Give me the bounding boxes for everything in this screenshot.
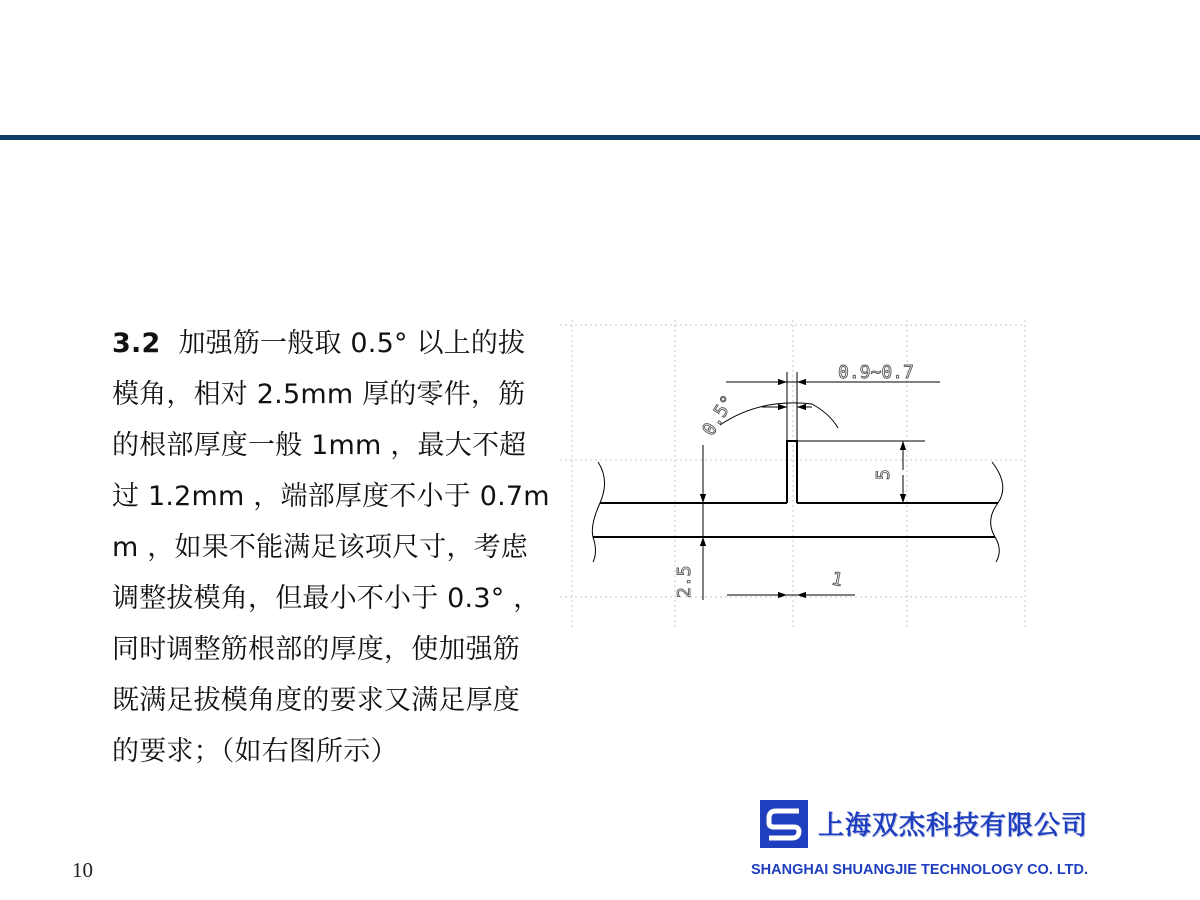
rib-width-label: 0.9~0.7 <box>838 362 914 383</box>
root-width-label: 1 <box>829 568 845 592</box>
rib-height-label: 5 <box>873 469 894 480</box>
body-line: 调整拔模角，但最小不小于 0.3° ， <box>112 583 541 614</box>
body-line: 的根部厚度一般 1mm ，最大不超 <box>112 430 527 461</box>
body-line: 的要求；（如右图所示） <box>112 736 398 767</box>
body-line: 既满足拔模角度的要求又满足厚度 <box>112 685 520 716</box>
body-line: 模角，相对 2.5mm 厚的零件，筋 <box>112 379 526 410</box>
dimension-lines <box>703 372 940 600</box>
body-line: 过 1.2mm ，端部厚度不小于 0.7m <box>112 481 550 512</box>
body-text <box>112 318 564 777</box>
draft-angle-label: 0.5° <box>698 391 740 440</box>
company-name-cn: 上海双杰科技有限公司 <box>818 810 1089 840</box>
rib-dimension-diagram <box>560 318 1030 633</box>
page-number: 10 <box>72 858 93 882</box>
body-line: m ，如果不能满足该项尺寸，考虑 <box>112 532 529 563</box>
body-line <box>112 318 564 369</box>
part-outline <box>593 441 998 537</box>
body-line: 同时调整筋根部的厚度，使加强筋 <box>112 634 520 665</box>
company-logo <box>760 800 808 848</box>
company-name-en: SHANGHAI SHUANGJIE TECHNOLOGY CO. LTD. <box>751 862 1089 878</box>
wall-thickness-label: 2.5 <box>674 565 695 598</box>
section-number: 3.2 <box>112 328 161 359</box>
body-line-text: 加强筋一般取 0.5° 以上的拔 <box>178 328 526 359</box>
diagram-grid <box>560 320 1025 630</box>
header-rule <box>0 135 1200 140</box>
